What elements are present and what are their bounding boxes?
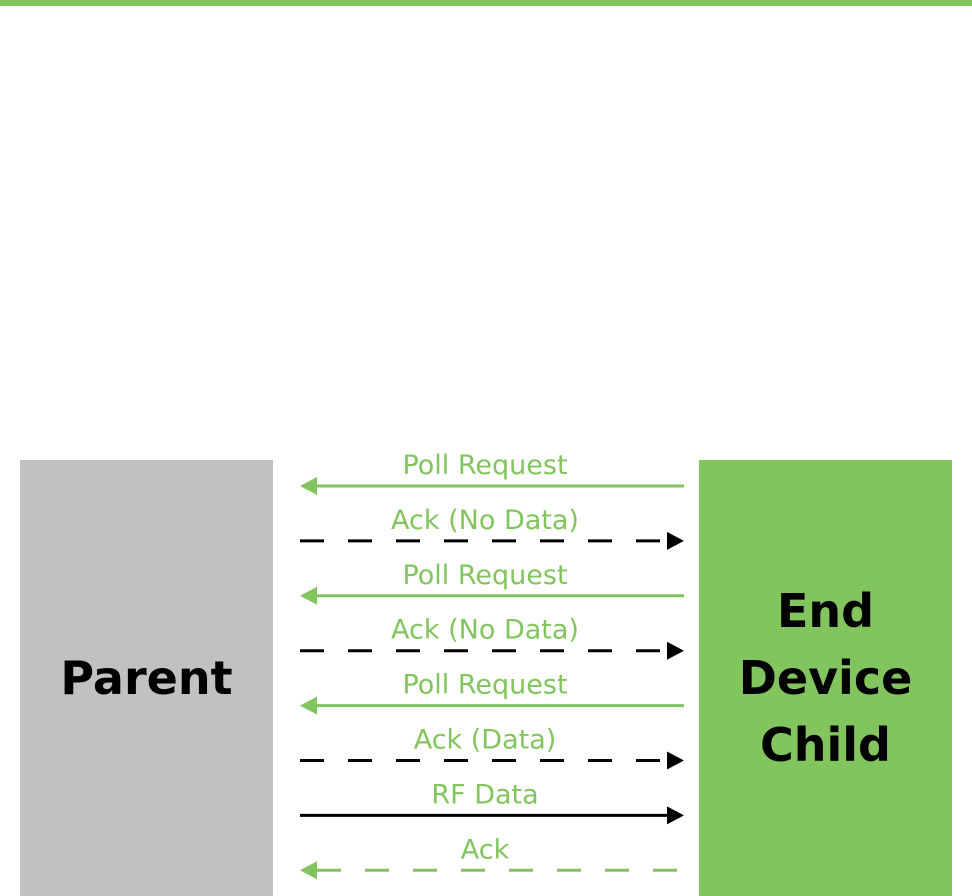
message-arrow: [300, 560, 684, 605]
arrowhead-left-icon: [300, 587, 317, 605]
message-label: Ack: [460, 834, 510, 866]
message-arrow: [300, 450, 684, 495]
message-label: Ack (No Data): [391, 504, 579, 536]
arrowhead-right-icon: [667, 752, 684, 770]
arrowhead-left-icon: [300, 477, 317, 495]
message-arrow: [300, 670, 684, 715]
message-arrow: [300, 505, 684, 550]
message-label: Ack (Data): [413, 724, 557, 756]
message-label: RF Data: [431, 779, 539, 811]
arrowhead-right-icon: [667, 806, 684, 824]
message-arrow: [300, 834, 684, 879]
message-arrow: [300, 779, 684, 824]
child-node-label-line-2: Device: [738, 650, 913, 705]
child-node-label-line-1: End: [776, 583, 875, 638]
message-arrow: [300, 725, 684, 770]
message-label: Poll Request: [402, 450, 568, 481]
child-node-label-line-3: Child: [760, 717, 891, 772]
message-label: Poll Request: [402, 669, 568, 701]
message-label: Ack (No Data): [391, 614, 579, 646]
arrowhead-right-icon: [667, 532, 684, 550]
arrowhead-right-icon: [667, 642, 684, 660]
arrowhead-left-icon: [300, 861, 317, 879]
message-arrow: [300, 615, 684, 660]
parent-node-label: Parent: [60, 651, 233, 705]
message-label: Poll Request: [402, 559, 568, 591]
arrowhead-left-icon: [300, 697, 317, 715]
